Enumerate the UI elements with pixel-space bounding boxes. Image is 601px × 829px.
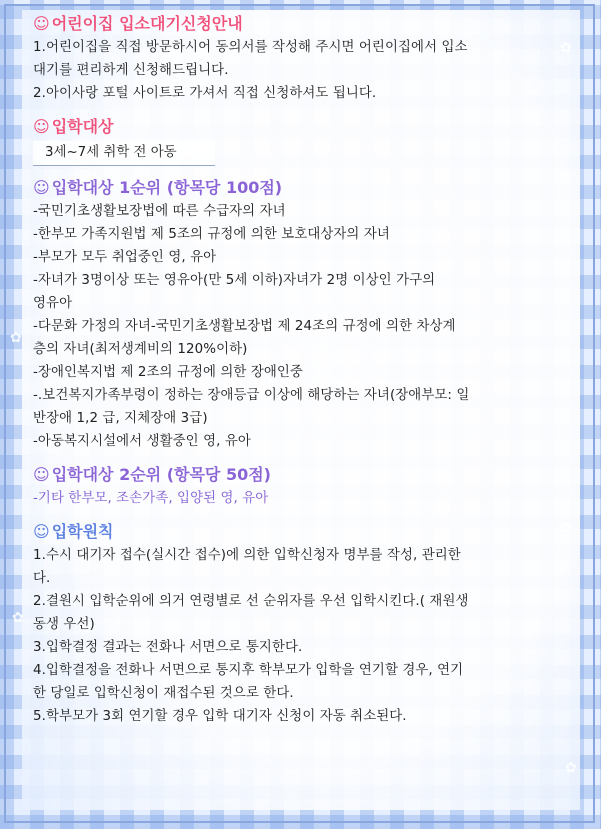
text-line: 대기를 편리하게 신청해드립니다. [33,63,229,78]
text-line: 반장애 1,2 급, 지체장애 3급) [33,411,208,426]
smiley-icon: ☺ [33,522,50,541]
text-line: 1.어린이집을 직접 방문하시어 동의서를 작성해 주시면 어린이집에서 입소 [33,40,468,55]
text-line: 영유아 [33,296,73,311]
text-line: 4.입학결정을 전화나 서면으로 통지후 학부모가 입학을 연기할 경우, 연기 [33,663,464,678]
section-target [33,115,565,166]
text-line: -자녀가 3명이상 또는 영유아(만 5세 이하)자녀가 2명 이상인 가구의 [33,273,436,288]
text-line: 3.입학결정 결과는 전화나 서면으로 통지한다. [33,640,303,655]
section-principles [33,520,565,728]
heading-text: 입학대상 [51,117,114,136]
text-line: -.보건복지가족부령이 정하는 장애등급 이상에 해당하는 자녀(장애부모: 일 [33,388,470,403]
heading-target [33,115,565,139]
text-line: 2.결원시 입학순위에 의거 연령별로 선 순위자를 우선 입학시킨다.( 재원생 [33,594,469,609]
age-range-box: 3세~7세 취학 전 아동 [33,141,215,166]
flower-decoration: ✿ [560,40,572,56]
text-line: -아동복지시설에서 생활중인 영, 유아 [33,434,251,449]
text-line: 동생 우선) [33,617,95,632]
text-line: -한부모 가족지원법 제 5조의 규정에 의한 보호대상자의 자녀 [33,227,390,242]
flower-decoration: ✿ [560,520,572,536]
section-priority-1 [33,176,565,453]
text-line: 층의 자녀(최저생계비의 120%이하) [33,342,248,357]
heading-text: 입학대상 2순위 (항목당 50점) [51,465,271,484]
text-line: 1.수시 대기자 접수(실시간 접수)에 의한 입학신청자 명부를 작성, 관리한 [33,548,461,563]
heading-text: 어린이집 입소대기신청안내 [51,14,243,33]
smiley-icon: ☺ [33,178,50,197]
heading-text: 입학원칙 [51,522,114,541]
document-body [33,12,565,728]
section-application [33,12,565,105]
section-priority-2 [33,463,565,510]
text-line: -다문화 가정의 자녀-국민기초생활보장법 제 24조의 규정에 의한 차상계 [33,319,456,334]
heading-principles [33,520,565,544]
flower-decoration: ✿ [12,610,24,626]
text-line: 다. [33,571,51,586]
smiley-icon: ☺ [33,14,50,33]
flower-decoration: ✿ [565,760,577,776]
text-line: -국민기초생활보장법에 따른 수급자의 자녀 [33,204,286,219]
heading-text: 입학대상 1순위 (항목당 100점) [51,178,283,197]
text-line: 5.학부모가 3회 연기할 경우 입학 대기자 신청이 자동 취소된다. [33,709,407,724]
smiley-icon: ☺ [33,465,50,484]
flower-decoration: ✿ [10,330,22,346]
text-line: -부모가 모두 취업중인 영, 유아 [33,250,217,265]
heading-application [33,12,565,36]
heading-priority-1 [33,176,565,200]
heading-priority-2 [33,463,565,487]
text-line: 한 당일로 입학신청이 재접수된 것으로 한다. [33,686,294,701]
text-line: -장애인복지법 제 2조의 규정에 의한 장애인중 [33,365,303,380]
text-line: 2.아이사랑 포털 사이트로 가셔서 직접 신청하셔도 됩니다. [33,86,377,101]
text-line: -기타 한부모, 조손가족, 입양된 영, 유아 [33,491,269,506]
smiley-icon: ☺ [33,117,50,136]
